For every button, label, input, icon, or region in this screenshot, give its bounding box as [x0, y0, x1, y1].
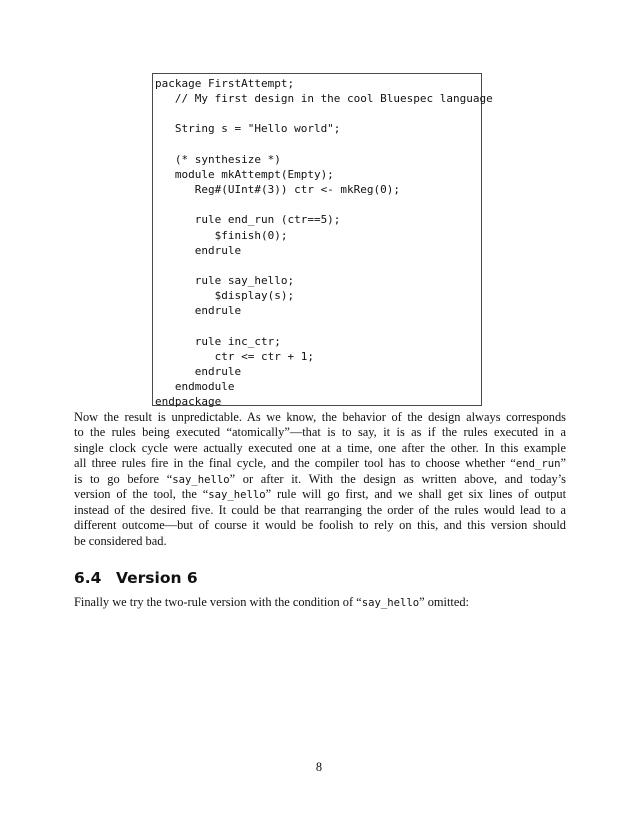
text-run: ” omitted: — [419, 595, 469, 609]
code-line: Reg#(UInt#(3)) ctr <- mkReg(0); — [155, 183, 401, 197]
paragraph-line: instead of the desired five. It could be that rearranging the order of the rules would lead to a — [74, 502, 566, 517]
text-run: ” or after it. With the design as written above, and today’s — [229, 471, 567, 486]
code-line: endrule — [155, 364, 242, 378]
code-line: rule end_run (ctr==5); — [155, 213, 341, 227]
closing-sentence — [74, 595, 566, 611]
code-line: (* synthesize *) — [155, 152, 281, 166]
body-paragraph — [74, 410, 566, 549]
code-line: $finish(0); — [155, 228, 288, 242]
text-run: ” rule will go first, and we shall get six lines of output — [265, 487, 567, 502]
page-number: 8 — [315, 760, 323, 774]
code-line: endmodule — [155, 380, 235, 393]
paragraph-line — [74, 487, 566, 502]
section-heading — [74, 569, 198, 587]
paragraph-line — [74, 472, 566, 487]
paragraph-line: to the rules being executed “atomically”—that is to say, it is as if the rules executed in a — [74, 425, 566, 440]
paragraph-line: be considered bad. — [74, 533, 167, 548]
code-line: endpackage — [155, 395, 222, 409]
paragraph-line: different outcome—but of course it would be foolish to rely on this, and this version should — [74, 518, 566, 533]
paragraph-line: single clock cycle were actually executed one at a time, one after the other. In this example — [74, 440, 566, 455]
text-run: is to go before “ — [74, 471, 173, 486]
code-line: module mkAttempt(Empty); — [155, 167, 334, 181]
code-line: String s = "Hello world"; — [155, 122, 341, 136]
code-line: endrule — [155, 243, 242, 257]
code-line: endrule — [155, 304, 242, 318]
inline-code: say_hello — [208, 489, 266, 502]
code-line: ctr <= ctr + 1; — [155, 349, 314, 363]
code-line: rule say_hello; — [155, 273, 295, 287]
paragraph-line — [74, 456, 566, 471]
inline-code: end_run — [515, 458, 561, 471]
section-title: Version 6 — [116, 569, 198, 587]
code-line: rule inc_ctr; — [155, 334, 281, 348]
code-line: // My first design in the cool Bluespec language — [155, 92, 493, 106]
code-listing — [152, 73, 493, 409]
inline-code: say_hello — [172, 473, 230, 486]
section-number: 6.4 — [74, 569, 102, 587]
text-run: Finally we try the two-rule version with the condition of “ — [74, 595, 362, 609]
inline-code: say_hello — [361, 597, 420, 609]
paragraph-line: Now the result is unpredictable. As we know, the behavior of the design always corresponds — [74, 410, 566, 424]
text-run: version of the tool, the “ — [74, 487, 209, 502]
text-run: ” — [560, 456, 566, 471]
text-run: all three rules fire in the final cycle, and the compiler tool has to choose whether “ — [74, 456, 516, 471]
code-line: package FirstAttempt; — [155, 77, 295, 90]
code-line: $display(s); — [155, 289, 295, 303]
